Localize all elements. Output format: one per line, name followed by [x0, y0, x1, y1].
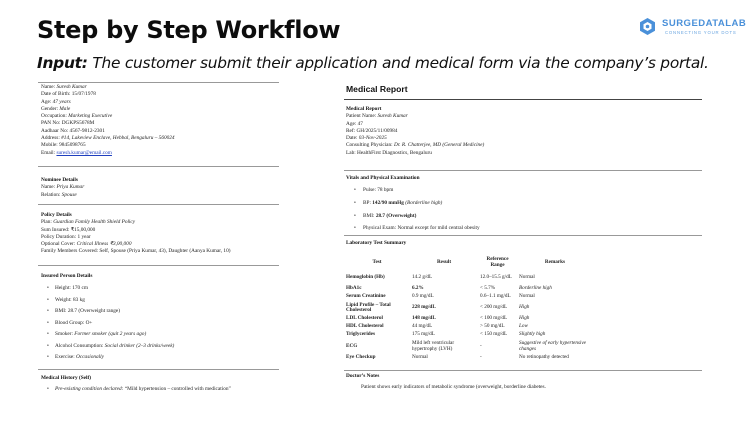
table-row	[344, 293, 593, 301]
cell-remarks: High	[519, 315, 530, 322]
applicant-aadhaar: 4567-9812-2301	[69, 127, 105, 134]
cell-range: 12.0–15.5 g/dL	[480, 273, 512, 280]
vitals-physical-exam: Normal except for mild central obesity	[397, 225, 480, 232]
report-physician: Dr. R. Chatterjee, MD (General Medicine)	[393, 142, 485, 149]
insured-height: 170 cm	[72, 285, 88, 292]
table-header-row	[344, 253, 593, 270]
vitals-bmi: 28.7 (Overweight)	[375, 212, 417, 219]
insured-exercise: Occasionally	[76, 354, 104, 361]
cell-result: 175 mg/dL	[412, 331, 435, 338]
cell-result: 14.2 g/dL	[412, 273, 433, 280]
table-row	[344, 301, 593, 315]
lab-summary-heading: Laboratory Test Summary	[346, 240, 407, 246]
cell-test: Eye Checkup	[346, 354, 376, 361]
insured-alcohol: Social drinker (2–3 drinks/week)	[104, 342, 175, 349]
applicant-age: 47 years	[52, 98, 71, 105]
logo-name: SURGEDATALAB	[662, 18, 747, 29]
divider	[38, 265, 279, 266]
cell-result: Normal	[412, 354, 428, 361]
cell-remarks: Slightly high	[519, 331, 546, 338]
report-title: Medical Report	[346, 84, 408, 94]
divider	[38, 369, 279, 370]
vitals-section	[346, 175, 706, 238]
cell-test: HbA1c	[346, 285, 362, 292]
report-date: 03-Nov-2025	[358, 135, 387, 142]
insured-heading: Insured Person Details	[41, 273, 93, 279]
report-lab: HealthFirst Diagnostics, Bengaluru	[357, 149, 432, 156]
divider	[38, 82, 279, 83]
table-row	[344, 285, 593, 293]
notes-text: Patient shows early indicators of metabolic syndrome (overweight, borderline diabetes.	[361, 384, 546, 391]
applicant-pan: DGKPS5678M	[61, 120, 95, 127]
divider	[344, 235, 702, 236]
table-row	[344, 323, 593, 331]
vitals-bp-note: (Borderline high)	[405, 199, 443, 206]
report-heading: Medical Report	[346, 106, 382, 112]
column-header: Test	[372, 258, 382, 265]
applicant-mobile: 9845098765	[59, 142, 86, 149]
list-item: • Weight: 83 kg	[41, 297, 281, 304]
cell-range: < 150 mg/dL	[480, 331, 508, 338]
policy-section: Policy Details Plan: Guardian Family Health Shield Policy Sum Insured: ₹15,00,000 Policy Duration: 1 year Optional Cover: Critical Illness ₹3,00,000 Family Members Covered: Self, Spouse (Priya Kumar, 43), Daughter (Aanya Kumar, 10)	[41, 212, 281, 256]
lab-summary-heading-wrap	[346, 240, 706, 247]
cell-result: 44 mg/dL	[412, 323, 433, 330]
column-header: Reference Range	[486, 255, 509, 268]
insured-bmi: 28.7 (Overweight range)	[67, 308, 121, 315]
logo-mark-icon	[638, 17, 657, 36]
applicant-occupation: Marketing Executive	[68, 113, 113, 120]
list-item: • Height: 170 cm	[41, 285, 281, 292]
divider	[38, 166, 279, 167]
vitals-heading: Vitals and Physical Examination	[346, 175, 420, 181]
policy-plan: Guardian Family Health Shield Policy	[53, 219, 136, 226]
nominee-section: Nominee Details Name: Priya Kumar Relation: Spouse	[41, 177, 281, 199]
insured-blood-group: O+	[85, 319, 93, 326]
report-header: Medical Report Patient Name: Suresh Kumar Age: 47 Ref: GH/2025/11/00984 Date: 03-Nov-2025 Consulting Physician: Dr. R. Chatterjee, MD (General Medicine) Lab: HealthFirst Diagnostics, Bengaluru	[346, 106, 706, 157]
history-condition-value: “Mild hypertension – controlled with medication”	[124, 386, 231, 393]
cell-test: HDL Cholesterol	[346, 323, 384, 330]
patient-name: Suresh Kumar	[377, 113, 408, 120]
notes-section	[346, 373, 706, 392]
policy-heading: Policy Details	[41, 212, 72, 218]
history-section	[41, 375, 281, 398]
cell-test: LDL Cholesterol	[346, 315, 383, 322]
applicant-address: #14, Lakeview Enclave, Hebbal, Bengaluru – 560024	[61, 135, 175, 142]
cell-remarks: Normal	[519, 273, 535, 280]
table-row	[344, 270, 593, 285]
applicant-gender: Male	[59, 105, 71, 112]
divider	[344, 370, 702, 371]
list-item: • BMI: 28.7 (Overweight range)	[41, 308, 281, 315]
cell-remarks: Suggestive of early hypertensive changes	[519, 340, 586, 352]
history-heading: Medical History (Self)	[41, 375, 92, 381]
list-item: • BMI: 28.7 (Overweight)	[346, 213, 706, 220]
subtitle-text: The customer submit their application and medical form via the company’s portal.	[92, 54, 709, 72]
report-ref: GH/2025/11/00984	[356, 127, 398, 134]
divider	[344, 170, 702, 171]
cell-range: 0.6–1.1 mg/dL	[480, 293, 511, 300]
cell-remarks: Borderline high	[519, 285, 552, 292]
policy-family-members: Self, Spouse (Priya Kumar, 43), Daughter (Aanya Kumar, 10)	[99, 248, 231, 255]
patient-age: 47	[357, 120, 363, 127]
cell-test: Serum Creatinine	[346, 293, 386, 300]
nominee-name: Priya Kumar	[56, 184, 85, 191]
cell-range: > 50 mg/dL	[480, 323, 505, 330]
brand-logo	[638, 17, 746, 37]
applicant-details: Name: Suresh Kumar Date of Birth: 15/07/1978 Age: 47 years Gender: Male Occupation: Marketing Executive PAN No: DGKPS5678M Aadhaar No: 4567-9812-2301 Address: #14, Lakeview Enclave, Hebbal, Bengaluru – 560024 Mobile: 9845098765 Email: suresh.kumar@email.com	[41, 84, 175, 156]
policy-sum-insured: ₹15,00,000	[70, 226, 96, 233]
cell-range: -	[480, 342, 482, 349]
column-header: Remarks	[544, 258, 566, 265]
notes-heading: Doctor’s Notes	[346, 373, 380, 379]
list-item	[41, 386, 281, 393]
cell-result: 148 mg/dL	[412, 315, 436, 322]
insured-weight: 83 kg	[72, 296, 85, 303]
table-row	[344, 331, 593, 339]
page-subtitle	[37, 54, 709, 72]
cell-result: 6.2%	[412, 285, 424, 292]
list-item: • BP: 142/90 mmHg (Borderline high)	[346, 200, 706, 207]
table-row	[344, 339, 593, 354]
cell-remarks: No retinopathy detected	[519, 354, 569, 361]
policy-duration: 1 year	[77, 233, 91, 240]
list-item: • Smoker: Former smoker (quit 2 years ago)	[41, 331, 281, 338]
vitals-pulse: 78 bpm	[377, 187, 394, 194]
subtitle-label: Input:	[37, 54, 88, 72]
cell-range: -	[480, 354, 482, 361]
list-item: • Exercise: Occasionally	[41, 354, 281, 361]
list-item: • Physical Exam: Normal except for mild central obesity	[346, 225, 706, 232]
applicant-name: Suresh Kumar	[56, 84, 87, 90]
policy-optional-cover: Critical Illness ₹3,00,000	[76, 241, 132, 248]
table-row	[344, 354, 593, 362]
cell-remarks: Normal	[519, 293, 535, 300]
cell-test: Triglycerides	[346, 331, 376, 338]
list-item: • Pulse: 78 bpm	[346, 187, 706, 194]
cell-test: Lipid Profile – Total Cholesterol	[346, 301, 391, 313]
applicant-dob: 15/07/1978	[71, 91, 96, 98]
cell-test: Hemoglobin (Hb)	[346, 273, 385, 280]
cell-result: 228 mg/dL	[412, 304, 436, 311]
page-title: Step by Step Workflow	[37, 16, 341, 44]
insured-section	[41, 273, 281, 366]
divider	[344, 99, 702, 100]
lab-results-table	[344, 253, 593, 362]
cell-result: Mild left ventricular hypertrophy (LVH)	[412, 340, 455, 352]
table-row	[344, 315, 593, 323]
cell-range: < 100 mg/dL	[480, 315, 508, 322]
cell-remarks: Low	[519, 323, 528, 330]
logo-tagline: CONNECTING YOUR DOTS	[665, 30, 737, 35]
insured-smoker: Former smoker (quit 2 years ago)	[74, 331, 147, 338]
list-item: • Blood Group: O+	[41, 320, 281, 327]
divider	[38, 204, 279, 205]
nominee-relation: Spouse	[61, 191, 77, 198]
nominee-heading: Nominee Details	[41, 177, 78, 183]
cell-range: < 200 mg/dL	[480, 304, 508, 311]
cell-range: < 5.7%	[480, 285, 496, 292]
vitals-bp: 142/90 mmHg	[372, 199, 404, 206]
cell-test: ECG	[346, 342, 358, 349]
cell-result: 0.9 mg/dL	[412, 293, 434, 300]
history-condition-label: Pre-existing condition declared:	[55, 386, 124, 393]
applicant-email-link[interactable]: suresh.kumar@email.com	[56, 149, 112, 156]
cell-remarks: High	[519, 304, 530, 311]
column-header: Result	[436, 258, 452, 265]
list-item: • Alcohol Consumption: Social drinker (2–3 drinks/week)	[41, 343, 281, 350]
